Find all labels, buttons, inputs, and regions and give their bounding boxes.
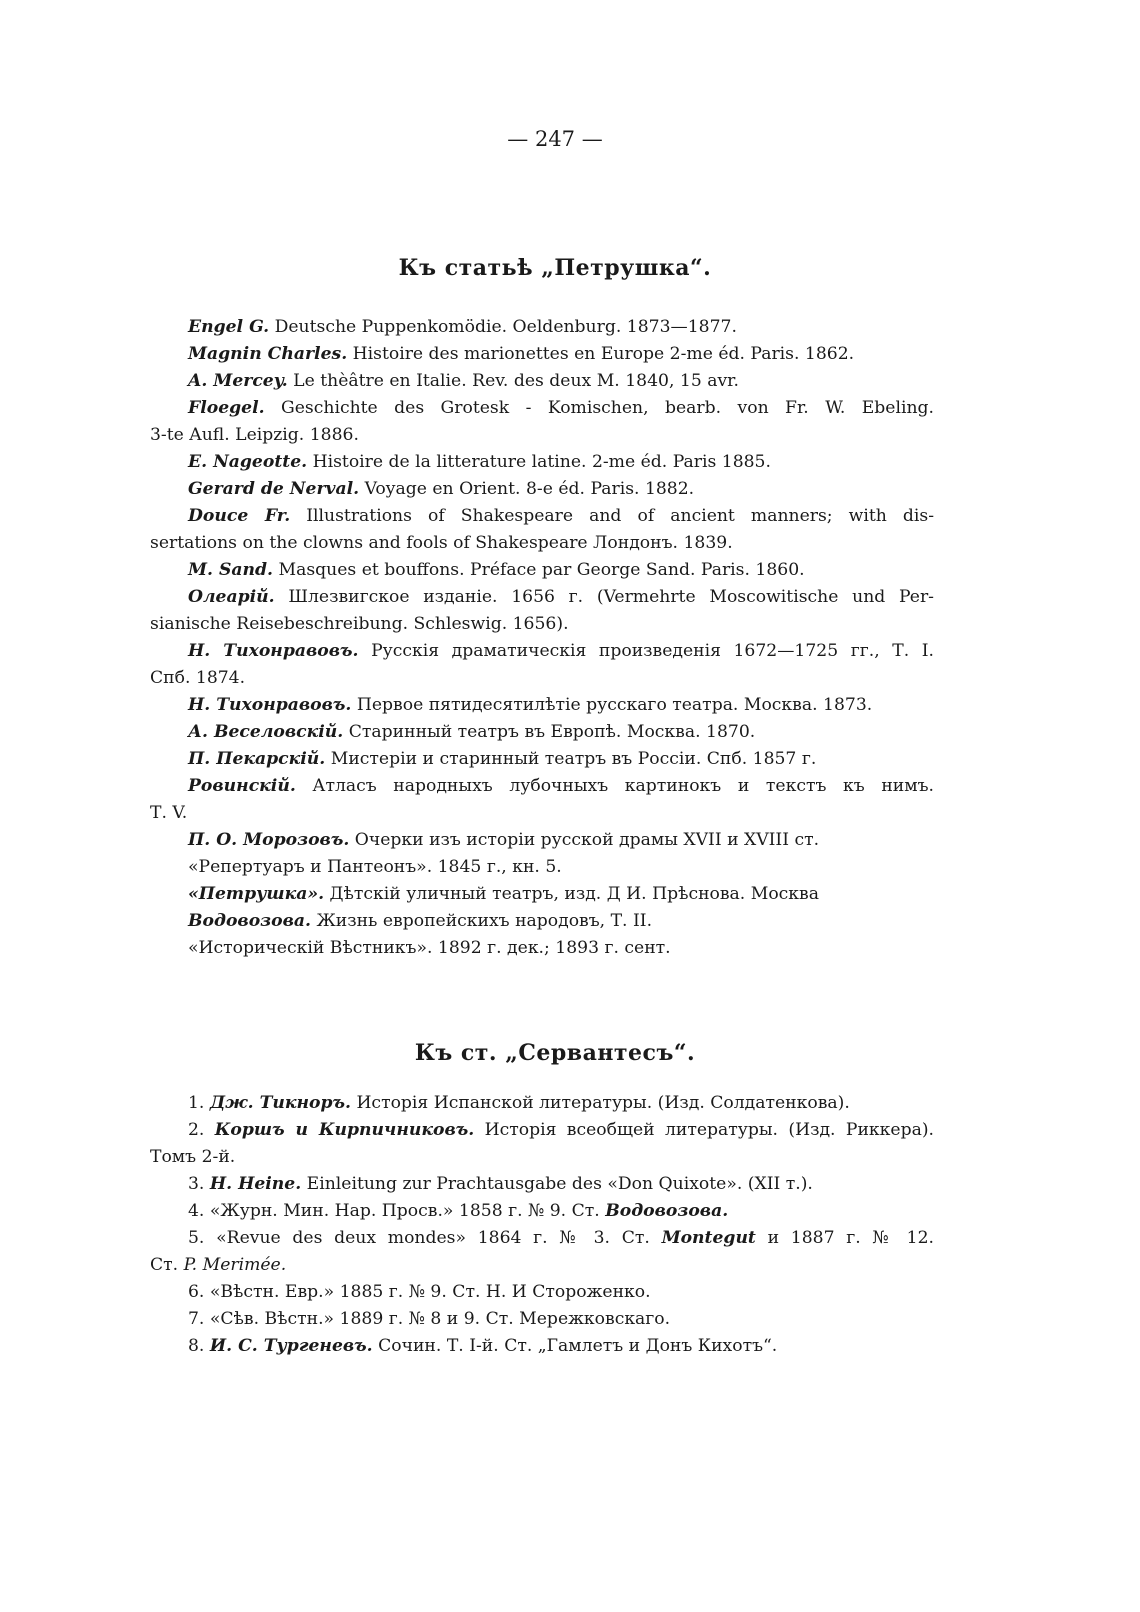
page-number: — 247 —	[507, 127, 603, 151]
bib-entry: Engel G. Deutsche Puppenkomödie. Oeldenburg. 1873—1877.	[188, 317, 737, 337]
bib-entry: «Историческій Вѣстникъ». 1892 г. дек.; 1893 г. сент.	[188, 938, 671, 958]
bib-entry: «Репертуаръ и Пантеонъ». 1845 г., кн. 5.	[188, 857, 562, 877]
numbered-entry: 2. Коршъ и Кирпичниковъ. Исторія всеобщей литературы. (Изд. Риккера). Томъ 2-й.	[150, 1120, 934, 1167]
numbered-entry: 8. И. С. Тургеневъ. Сочин. Т. I-й. Ст. „Гамлетъ и Донъ Кихотъ“.	[188, 1336, 778, 1356]
bib-entry: Водовозова. Жизнь европейскихъ народовъ, Т. II.	[188, 911, 653, 931]
bib-entry: Н. Тихонравовъ. Русскія драматическія произведенія 1672—1725 гг., Т. I. Спб. 1874.	[150, 641, 934, 688]
numbered-entry: 6. «Вѣстн. Евр.» 1885 г. № 9. Ст. Н. И Стороженко.	[188, 1282, 651, 1302]
bibliography-petrushka	[150, 314, 934, 962]
bib-entry: П. О. Морозовъ. Очерки изъ исторіи русской драмы XVII и XVIII ст.	[188, 830, 820, 850]
bib-entry: Magnin Charles. Histoire des marionettes en Europe 2-me éd. Paris. 1862.	[188, 344, 855, 364]
bib-entry: «Петрушка». Дѣтскій уличный театръ, изд. Д И. Прѣснова. Москва	[188, 884, 819, 904]
bib-entry: П. Пекарскій. Мистеріи и старинный театръ въ Россіи. Спб. 1857 г.	[188, 749, 817, 769]
bib-entry: E. Nageotte. Histoire de la litterature latine. 2-me éd. Paris 1885.	[188, 452, 771, 472]
bib-entry: Олеарій. Шлезвигское изданіе. 1656 г. (Vermehrte Moscowitische und Per- sianische Reisebeschreibung. Schleswig. 1656).	[150, 587, 934, 634]
bib-entry: Gerard de Nerval. Voyage en Orient. 8-e éd. Paris. 1882.	[188, 479, 695, 499]
bib-entry: M. Sand. Masques et bouffons. Préface par George Sand. Paris. 1860.	[188, 560, 805, 580]
bib-entry: A. Mercey. Le thèâtre en Italie. Rev. des deux M. 1840, 15 avr.	[188, 371, 739, 391]
bib-entry: Н. Тихонравовъ. Первое пятидесятилѣтіе русскаго театра. Москва. 1873.	[188, 695, 873, 715]
bibliography-cervantes	[150, 1090, 934, 1360]
bib-entry: А. Веселовскій. Старинный театръ въ Европѣ. Москва. 1870.	[188, 722, 756, 742]
numbered-entry: 4. «Журн. Мин. Нар. Просв.» 1858 г. № 9. Ст. Водовозова.	[188, 1201, 729, 1221]
bib-entry: Floegel. Geschichte des Grotesk - Komischen, bearb. von Fr. W. Ebeling. 3-te Aufl. Leipzig. 1886.	[150, 398, 934, 445]
numbered-entry: 7. «Сѣв. Вѣстн.» 1889 г. № 8 и 9. Ст. Мережковскаго.	[188, 1309, 671, 1329]
bib-entry: Ровинскій. Атласъ народныхъ лубочныхъ картинокъ и текстъ къ нимъ. Т. V.	[150, 776, 934, 823]
bib-entry: Douce Fr. Illustrations of Shakespeare and of ancient manners; with dis- sertations on the clowns and fools of Shakespeare Лондонъ. 1839.	[150, 506, 934, 553]
numbered-entry: 5. «Revue des deux mondes» 1864 г. № 3. Ст. Montegut и 1887 г. № 12. Ст. P. Merimée.	[150, 1228, 934, 1275]
section-heading-cervantes: Къ ст. „Сервантесъ“.	[414, 1040, 696, 1066]
numbered-entry: 3. Н. Heine. Einleitung zur Prachtausgabe des «Don Quixote». (XII т.).	[188, 1174, 813, 1194]
section-heading-petrushka: Къ статьѣ „Петрушка“.	[398, 255, 712, 281]
numbered-entry: 1. Дж. Тикноръ. Исторія Испанской литературы. (Изд. Солдатенкова).	[188, 1093, 850, 1113]
